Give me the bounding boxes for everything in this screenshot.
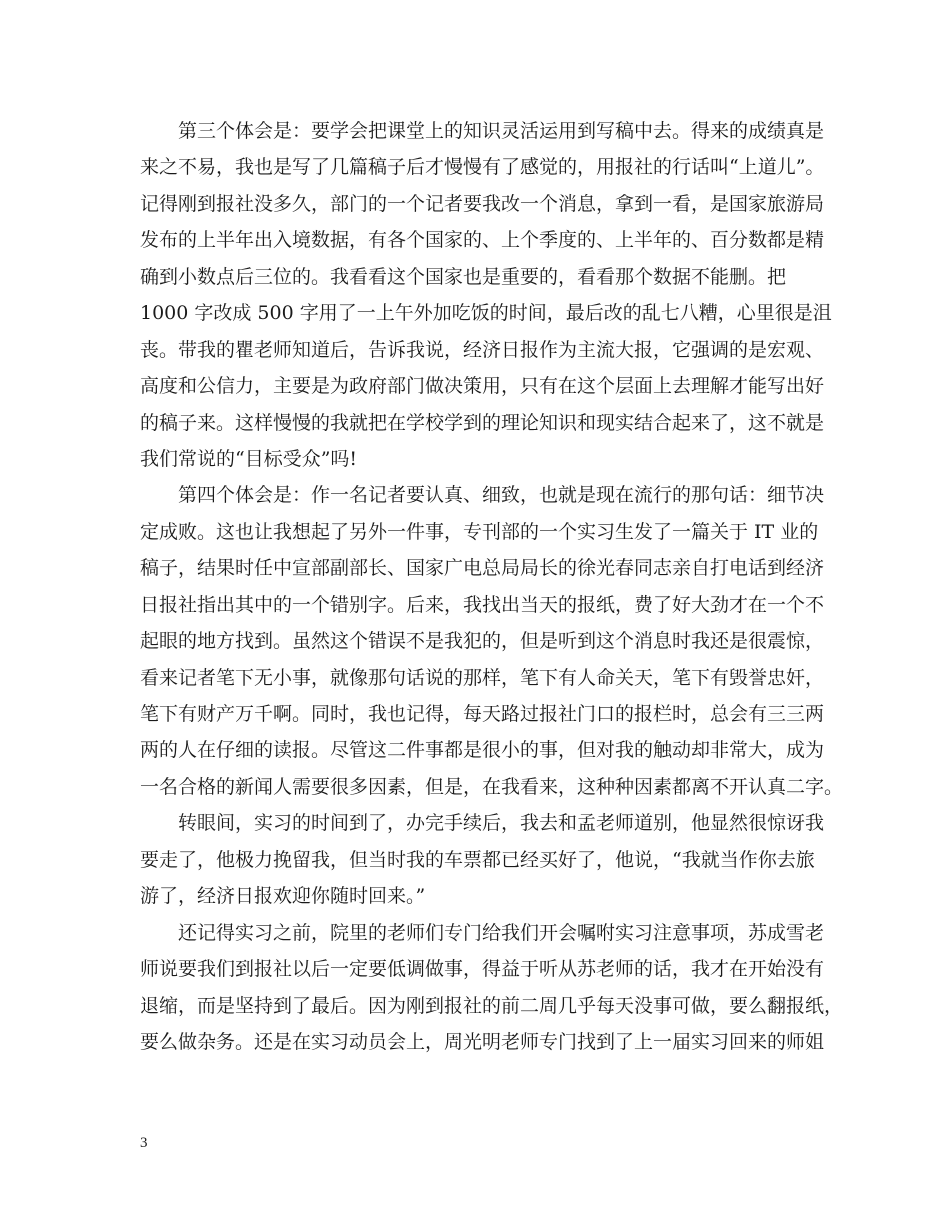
paragraph xyxy=(140,805,825,914)
text-line: 1000 字改成 500 字用了一上午外加吃饭的时间，最后改的乱七八糟，心里很是沮 xyxy=(140,302,832,325)
text-line: 两的人在仔细的读报。尽管这二件事都是很小的事，但对我的触动却非常大，成为 xyxy=(140,739,825,762)
text-line: 一名合格的新闻人需要很多因素，但是，在我看来，这种种因素都离不开认真二字。 xyxy=(140,775,844,798)
text-line: 看来记者笔下无小事，就像那句话说的那样，笔下有人命关天，笔下有毁誉忠奸， xyxy=(140,666,825,689)
text-line: 游了，经济日报欢迎你随时回来。” xyxy=(140,885,426,908)
text-line: 转眼间，实习的时间到了，办完手续后，我去和孟老师道别，他显然很惊讶我 xyxy=(140,812,825,835)
text-line: 笔下有财产万千啊。同时，我也记得，每天路过报社门口的报栏时，总会有三三两 xyxy=(140,703,825,725)
text-line: 来之不易，我也是写了几篇稿子后才慢慢有了感觉的，用报社的行话叫“上道儿”。 xyxy=(140,156,825,179)
text-line: 要么做杂务。还是在实习动员会上，周光明老师专门找到了上一届实习回来的师姐 xyxy=(140,1030,825,1053)
text-line: 的稿子来。这样慢慢的我就把在学校学到的理论知识和现实结合起来了，这不就是 xyxy=(140,411,825,434)
paragraph xyxy=(140,477,844,805)
paragraph xyxy=(140,915,844,1061)
text-line: 高度和公信力，主要是为政府部门做决策用，只有在这个层面上去理解才能写出好 xyxy=(140,375,825,398)
text-line: 稿子，结果时任中宣部副部长、国家广电总局局长的徐光春同志亲自打电话到经济 xyxy=(140,557,825,580)
text-line: 定成败。这也让我想起了另外一件事，专刊部的一个实习生发了一篇关于 IT 业的 xyxy=(140,520,819,543)
text-line: 确到小数点后三位的。我看看这个国家也是重要的，看看那个数据不能删。把 xyxy=(140,265,787,288)
text-line: 记得刚到报社没多久，部门的一个记者要我改一个消息，拿到一看，是国家旅游局 xyxy=(140,192,825,215)
text-line: 丧。带我的瞿老师知道后，告诉我说，经济日报作为主流大报，它强调的是宏观、 xyxy=(140,338,825,361)
text-line: 第四个体会是：作一名记者要认真、细致，也就是现在流行的那句话：细节决 xyxy=(140,484,825,507)
text-line: 师说要我们到报社以后一定要低调做事，得益于听从苏老师的话，我才在开始没有 xyxy=(140,958,825,981)
text-line: 第三个体会是：要学会把课堂上的知识灵活运用到写稿中去。得来的成绩真是 xyxy=(140,120,825,142)
text-line: 发布的上半年出入境数据，有各个国家的、上个季度的、上半年的、百分数都是精 xyxy=(140,229,825,252)
paragraph xyxy=(140,113,832,477)
text-line: 退缩，而是坚持到了最后。因为刚到报社的前二周几乎每天没事可做，要么翻报纸， xyxy=(140,994,844,1017)
text-line: 日报社指出其中的一个错别字。后来，我找出当天的报纸，费了好大劲才在一个不 xyxy=(140,593,825,616)
text-line: 起眼的地方找到。虽然这个错误不是我犯的，但是听到这个消息时我还是很震惊， xyxy=(140,630,825,653)
text-line: 我们常说的“目标受众”吗! xyxy=(140,447,358,470)
page-number: 3 xyxy=(140,1135,148,1151)
text-line: 还记得实习之前，院里的老师们专门给我们开会嘱咐实习注意事项，苏成雪老 xyxy=(140,921,825,944)
body-text xyxy=(140,113,844,1060)
text-line: 要走了，他极力挽留我，但当时我的车票都已经买好了，他说，“我就当作你去旅 xyxy=(140,848,815,871)
